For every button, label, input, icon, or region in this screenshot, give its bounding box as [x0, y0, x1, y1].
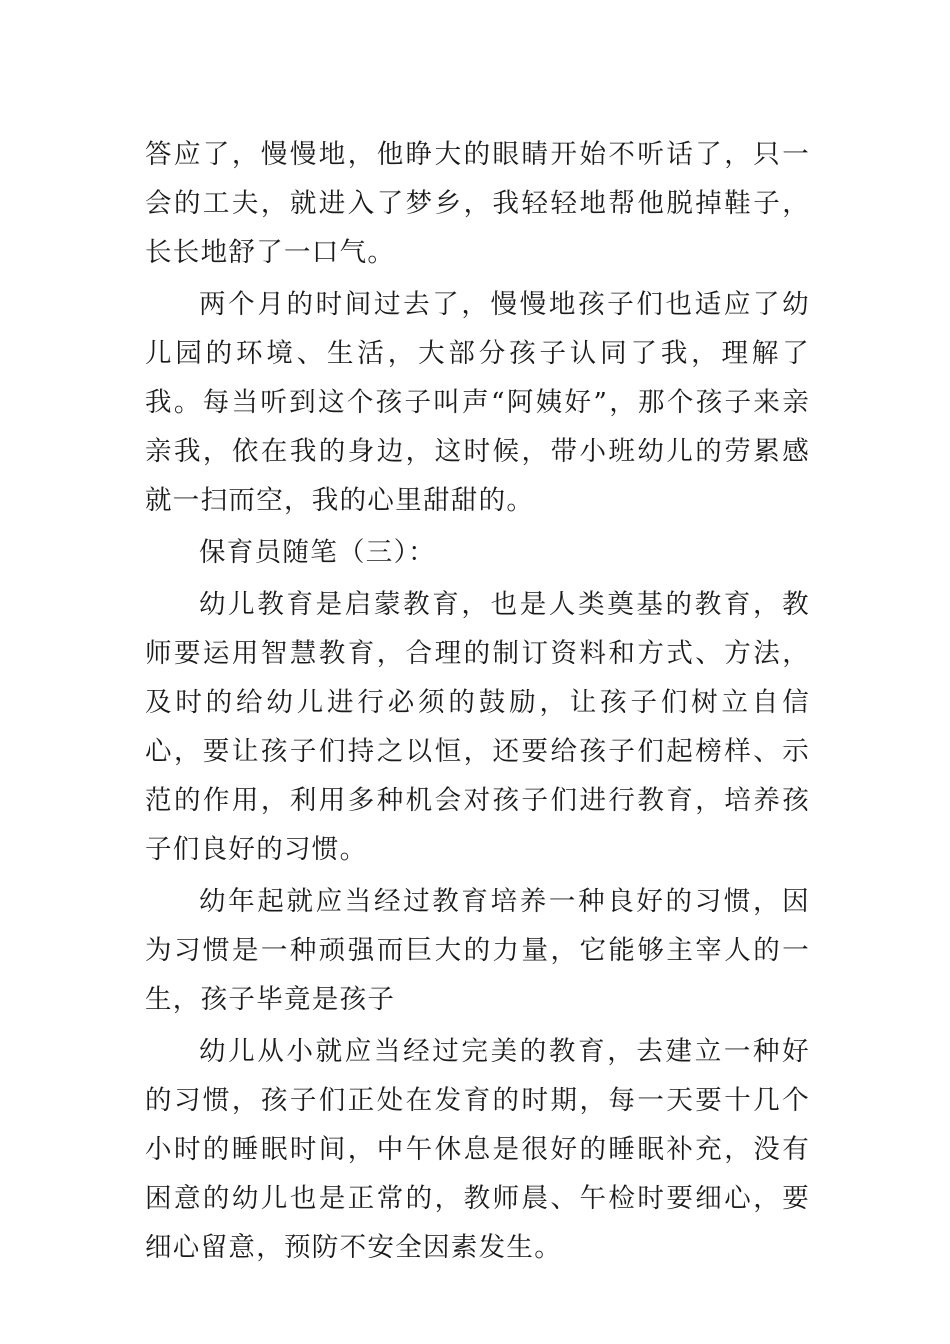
- paragraph-5: 幼儿从小就应当经过完美的教育，去建立一种好的习惯，孩子们正处在发育的时期，每一天要十几个小时的睡眠时间，中午休息是很好的睡眠补充，没有困意的幼儿也是正常的，教师晨、午检时要细心，要细心留意，预防不安全因素发生。: [145, 1036, 810, 1263]
- section-heading: 保育员随笔（三）：: [199, 537, 436, 568]
- paragraph-1: 答应了，慢慢地，他睁大的眼睛开始不听话了，只一会的工夫，就进入了梦乡，我轻轻地帮他脱掉鞋子，长长地舒了一口气。: [145, 139, 810, 268]
- paragraph-3: 幼儿教育是启蒙教育，也是人类奠基的教育，教师要运用智慧教育，合理的制订资料和方式、方法，及时的给幼儿进行必须的鼓励，让孩子们树立自信心，要让孩子们持之以恒，还要给孩子们起榜样、示范的作用，利用多种机会对孩子们进行教育，培养孩子们良好的习惯。: [145, 589, 810, 865]
- document-body: [145, 130, 810, 1275]
- paragraph-2: 两个月的时间过去了，慢慢地孩子们也适应了幼儿园的环境、生活，大部分孩子认同了我，理解了我。每当听到这个孩子叫声“阿姨好”，那个孩子来亲亲我，依在我的身边，这时候，带小班幼儿的劳累感就一扫而空，我的心里甜甜的。: [145, 289, 810, 516]
- paragraph-4: 幼年起就应当经过教育培养一种良好的习惯，因为习惯是一种顽强而巨大的力量，它能够主宰人的一生，孩子毕竟是孩子: [145, 886, 810, 1015]
